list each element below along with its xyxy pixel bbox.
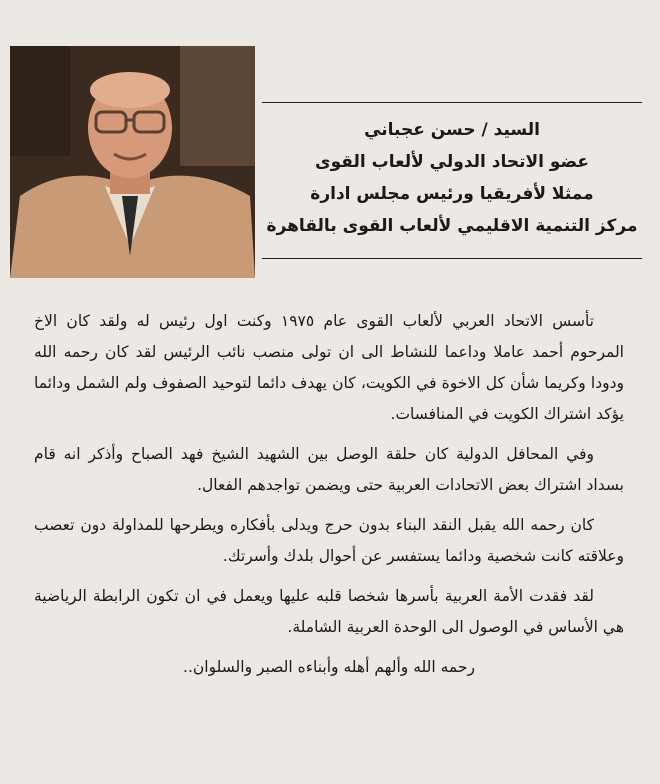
paragraph-3: كان رحمه الله يقبل النقد البناء بدون حرج ويدلى بأفكاره ويطرحها للمداولة دون تعصب وعلاقته كانت شخصية ودائما يستفسر عن أحوال بلدك وأسرتك. <box>34 516 624 565</box>
header-top-rule <box>262 102 642 103</box>
header-role: ممثلا لأفريقيا ورئيس مجلس ادارة <box>310 184 594 204</box>
closing-line: رحمه الله وألهم أهله وأبناءه الصبر والسلوان.. <box>183 658 475 676</box>
article-body <box>34 306 624 692</box>
paragraph-2: وفي المحافل الدولية كان حلقة الوصل بين الشهيد الشيخ فهد الصباح وأذكر انه قام بسداد اشتراك بعض الاتحادات العربية حتى ويضمن تواجدهم الفعال. <box>34 445 624 494</box>
header-center: مركز التنمية الاقليمي لألعاب القوى بالقاهرة <box>266 216 638 236</box>
header-title: عضو الاتحاد الدولي لألعاب القوى <box>315 152 589 172</box>
header-name: السيد / حسن عجباني <box>364 120 540 140</box>
header-block <box>262 114 642 242</box>
paragraph-4: لقد فقدت الأمة العربية بأسرها شخصا قلبه عليها ويعمل في ان تكون الرابطة الرياضية هي الأساس في الوصول الى الوحدة العربية الشاملة. <box>34 587 624 636</box>
portrait-photo <box>10 46 255 278</box>
header-bottom-rule <box>262 258 642 259</box>
paragraph-1: تأسس الاتحاد العربي لألعاب القوى عام ١٩٧٥ وكنت اول رئيس له ولقد كان الاخ المرحوم أحمد عاملا وداعما للنشاط الى ان تولى منصب نائب الرئيس لقد كان رحمه الله ودودا وكريما شأن كل الاخوة في الكويت، كان يهدف دائما لتوحيد الصفوف ولم الشمل ودائما يؤكد اشتراك الكويت في المنافسات. <box>34 312 624 423</box>
